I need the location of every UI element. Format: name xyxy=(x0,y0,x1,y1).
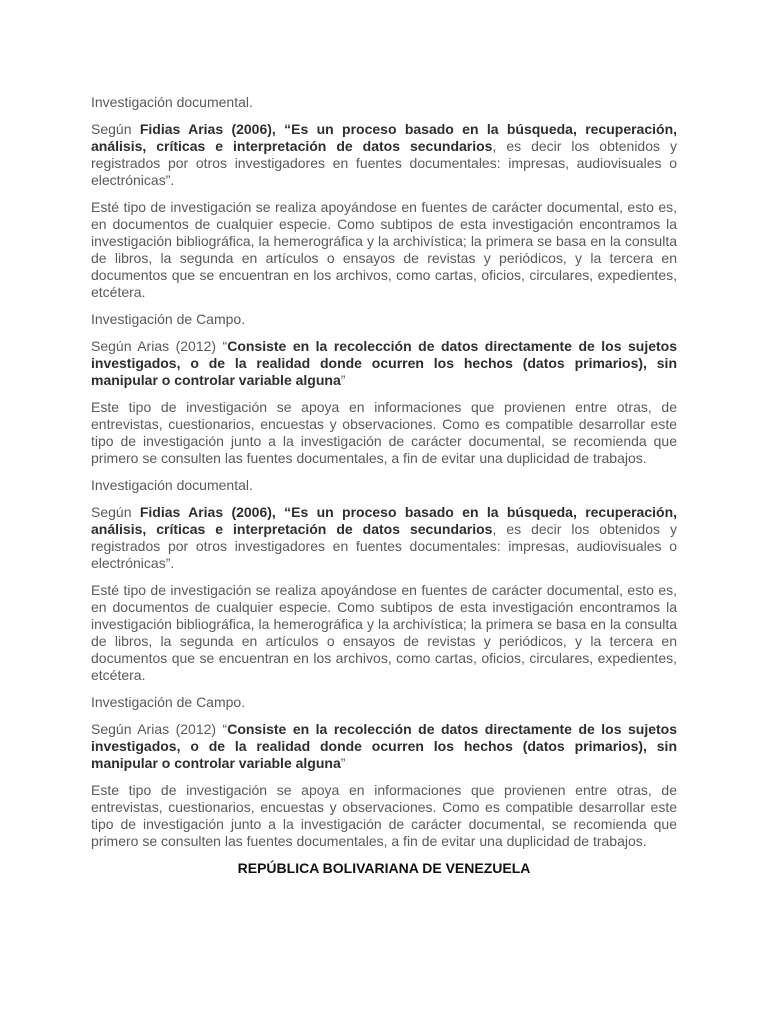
quote-prefix: Según xyxy=(91,121,140,137)
quote-paragraph xyxy=(91,338,677,389)
quote-bold: Consiste en la recolección de datos directamente de los sujetos investigados, o de la realidad donde ocurren los hechos (datos primarios), sin manipular o controlar variable alguna xyxy=(91,338,678,388)
body-paragraph: Esté tipo de investigación se realiza apoyándose en fuentes de carácter documental, esto es, en documentos de cualquier especie. Como subtipos de esta investigación encontramos la investigación bibliográfica, la hemerográfica y la archivística; la primera se basa en la consulta de libros, la segunda en artículos o ensayos de revistas y periódicos, y la tercera en documentos que se encuentran en los archivos, como cartas, oficios, circulares, expedientes, etcétera. xyxy=(91,582,677,683)
quote-paragraph xyxy=(91,721,677,772)
quote-suffix: , es decir los obtenidos y registrados por otros investigadores en fuentes documentales: impresas, audiovisuales o electrónicas”. xyxy=(91,138,677,188)
quote-paragraph xyxy=(91,121,677,189)
quote-bold: Consiste en la recolección de datos directamente de los sujetos investigados, o de la realidad donde ocurren los hechos (datos primarios), sin manipular o controlar variable alguna xyxy=(91,721,678,771)
quote-bold: Fidias Arias (2006), “Es un proceso basado en la búsqueda, recuperación, análisis, críticas e interpretación de datos secundarios xyxy=(91,121,678,154)
quote-suffix: ” xyxy=(340,755,346,771)
quote-prefix: Según xyxy=(91,504,140,520)
section-heading: Investigación de Campo. xyxy=(91,311,246,327)
quote-bold: Fidias Arias (2006), “Es un proceso basado en la búsqueda, recuperación, análisis, críticas e interpretación de datos secundarios xyxy=(91,504,678,537)
section-heading: Investigación de Campo. xyxy=(91,694,246,710)
quote-prefix: Según Arias (2012) “ xyxy=(91,338,228,354)
quote-suffix: , es decir los obtenidos y registrados por otros investigadores en fuentes documentales: impresas, audiovisuales o electrónicas”. xyxy=(91,521,677,571)
section-heading: Investigación documental. xyxy=(91,477,253,493)
section-heading: Investigación documental. xyxy=(91,94,253,110)
quote-prefix: Según Arias (2012) “ xyxy=(91,721,228,737)
section-campo-1 xyxy=(91,311,677,467)
section-campo-2 xyxy=(91,694,677,850)
body-paragraph: Este tipo de investigación se apoya en informaciones que provienen entre otras, de entrevistas, cuestionarios, encuestas y observaciones. Como es compatible desarrollar este tipo de investigación junto a la investigación de carácter documental, se recomienda que primero se consulten las fuentes documentales, a fin de evitar una duplicidad de trabajos. xyxy=(91,399,677,466)
body-paragraph: Esté tipo de investigación se realiza apoyándose en fuentes de carácter documental, esto es, en documentos de cualquier especie. Como subtipos de esta investigación encontramos la investigación bibliográfica, la hemerográfica y la archivística; la primera se basa en la consulta de libros, la segunda en artículos o ensayos de revistas y periódicos, y la tercera en documentos que se encuentran en los archivos, como cartas, oficios, circulares, expedientes, etcétera. xyxy=(91,199,677,300)
body-paragraph: Este tipo de investigación se apoya en informaciones que provienen entre otras, de entrevistas, cuestionarios, encuestas y observaciones. Como es compatible desarrollar este tipo de investigación junto a la investigación de carácter documental, se recomienda que primero se consulten las fuentes documentales, a fin de evitar una duplicidad de trabajos. xyxy=(91,782,677,849)
quote-paragraph xyxy=(91,504,677,572)
footer-title: REPÚBLICA BOLIVARIANA DE VENEZUELA xyxy=(237,860,531,876)
quote-suffix: ” xyxy=(340,372,346,388)
section-documental-1 xyxy=(91,94,677,301)
section-documental-2 xyxy=(91,477,677,684)
